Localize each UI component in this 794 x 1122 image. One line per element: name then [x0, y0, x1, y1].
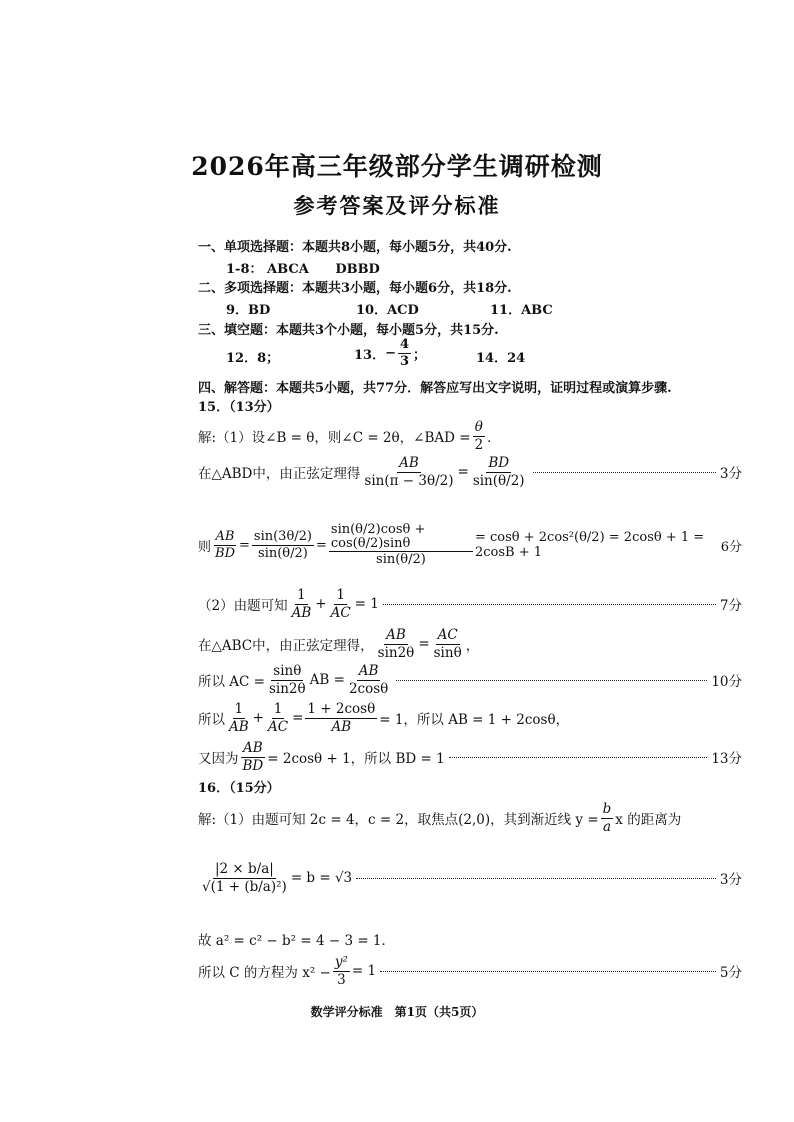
p16-line2: [198, 848, 742, 908]
p15-line2-text: 在△ABD中，由正弦定理得: [198, 466, 361, 482]
p16-line4-frac: [333, 955, 350, 986]
p15-line4-score: 7分: [719, 598, 742, 614]
p15-line3: 则 $\frac{AB}{BD}$ = $\frac{\sin(3\theta/2)}{\sin(\theta/2)}$ = $\frac{\sin(\theta/2)\cos\theta + \cos(\theta/2)\sin\theta}{\sin(\theta/2)}$ = cosθ + 2cos²(θ/2) = 2cosθ + 1 = 2cosB + 1 6分: [198, 522, 742, 568]
answer-13-label: 13．: [354, 347, 386, 363]
p15-line1-end: ．: [487, 430, 501, 446]
p15-line7-frac1-num: 1: [234, 701, 244, 718]
p15-line6-frac2: [347, 664, 390, 695]
section3-heading: 三、填空题：本题共3个小题，每小题5分，共15分.: [198, 323, 499, 338]
p15-line7-frac3: [305, 702, 377, 733]
p16-line2-tail: = b = √3: [290, 870, 353, 886]
p15-line7: 所以 $\frac{1}{AB}$ + $\frac{1}{AC}$ = $\frac{1 + 2\cos\theta}{AB}$ = 1，所以 AB = 1 + 2cosθ，: [198, 701, 570, 735]
p16-line1-frac: [601, 802, 614, 833]
p15-line3-frac3-den: sin(θ/2): [376, 552, 426, 568]
p15-line2: 在△ABD中，由正弦定理得 $\frac{AB}{\sin(\pi - 3\theta/2)}$ = $\frac{BD}{\sin(\theta/2)}$ 3分: [198, 455, 742, 489]
p15-line3-frac1-num: AB: [215, 528, 235, 544]
p15-line2-frac1-den: sin(π − 3θ/2): [364, 472, 454, 489]
p15-line3-tail: = cosθ + 2cos²(θ/2) = 2cosθ + 1 = 2cosB + 1: [474, 530, 705, 560]
leader-dots: [356, 878, 716, 879]
p15-line4-frac1-num: 1: [297, 587, 306, 604]
p16-line4: [198, 951, 742, 991]
p16-line1-num: b: [602, 801, 612, 818]
p15-line7-frac2-num: 1: [273, 701, 283, 718]
p16-line2-frac: [200, 862, 289, 893]
p16-line4-tail: = 1: [351, 963, 377, 979]
p15-line6-mid: AB =: [309, 672, 345, 688]
p15-line2-score: 3分: [719, 466, 742, 482]
p16-line1: [198, 798, 742, 838]
page-title: 2026年高三年级部分学生调研检测: [191, 152, 603, 181]
p15-line4-frac1: [290, 588, 314, 619]
p15-line6: [198, 660, 742, 700]
p16-line2-score: 3分: [719, 872, 742, 888]
p15-line2-frac2-den: sin(θ/2): [472, 472, 525, 489]
p15-line7-tail: = 1，所以 AB = 1 + 2cosθ，: [379, 712, 570, 728]
p15-line5-frac1-num: AB: [386, 627, 406, 644]
p15-line4-frac2: [329, 588, 353, 619]
p15-line6-frac1-num: sinθ: [273, 663, 302, 680]
p16-line4-den: 3: [337, 971, 346, 988]
p16-line2-den: √(1 + (b/a)²): [202, 878, 287, 895]
p15-line6-frac2-num: AB: [358, 663, 379, 680]
p15-line2-frac1: [362, 456, 455, 487]
p15-line3-frac2-num: sin(3θ/2): [253, 528, 312, 544]
answer-13-fraction: [398, 338, 411, 368]
p15-line5-frac2-num: AC: [437, 627, 458, 644]
p15-line2-frac2-num: BD: [488, 455, 510, 472]
answer-13-sign: −: [385, 345, 396, 361]
p15-line3-frac2-den: sin(θ/2): [258, 545, 308, 561]
p15-line2-frac2: [471, 456, 527, 487]
p15-line6-frac1-den: sin2θ: [268, 680, 306, 697]
p15-line4: （2）由题可知 $\frac{1}{AB}$ + $\frac{1}{AC}$ = 1 7分: [198, 587, 742, 621]
section1-heading: 一、单项选择题：本题共8小题，每小题5分，共40分.: [198, 240, 512, 255]
page-subtitle: 参考答案及评分标准: [293, 193, 501, 218]
problem15-header: 15．（13分）: [198, 400, 280, 415]
p15-line8: [198, 738, 742, 776]
answer-10: 10．ACD: [356, 303, 419, 318]
answer-12: 12．8；: [226, 351, 280, 366]
p15-line5-frac1-den: sin2θ: [377, 644, 415, 661]
p15-line8-tail: = 2cosθ + 1，所以 BD = 1: [267, 751, 445, 767]
p16-line1-text: 解:（1）由题可知 2c = 4，c = 2，取焦点(2,0)，其到渐近线 y =: [198, 812, 599, 828]
p15-line5-text: 在△ABC中，由正弦定理得，: [198, 638, 374, 654]
p15-line3-frac1-den: BD: [215, 545, 235, 561]
section2-heading: 二、多项选择题：本题共3小题，每小题6分，共18分.: [198, 281, 512, 296]
leader-dots: [383, 604, 716, 605]
p15-line6-frac1: [267, 664, 308, 695]
answer-14: 14．24: [476, 351, 526, 366]
leader-dots: [449, 757, 708, 758]
answer-13-end: ；: [413, 347, 427, 363]
p15-line1: [198, 418, 742, 454]
p16-line3: 故 a² = c² − b² = 4 − 3 = 1．: [198, 933, 396, 949]
p15-line1-fraction: [473, 420, 486, 451]
p15-line3-frac2: [252, 530, 314, 560]
p16-line4-num: y²: [334, 954, 348, 971]
p16-line1-end: x 的距离为: [615, 812, 682, 828]
section1-answers: [226, 258, 380, 277]
section1-answers-label: 1-8：: [226, 262, 263, 277]
p15-line7-frac3-den: AB: [331, 718, 352, 735]
leader-dots: [380, 971, 716, 972]
p15-line1-den: 2: [474, 436, 484, 453]
p16-line2-num: |2 × b/a|: [214, 861, 274, 878]
p15-line8-text: 又因为: [198, 751, 239, 767]
p15-line7-frac3-num: 1 + 2cosθ: [307, 701, 376, 718]
p15-line3-frac3: [329, 523, 473, 567]
p15-line4-frac1-den: AB: [291, 604, 312, 621]
p15-line7-frac2-den: AC: [267, 718, 289, 735]
p15-line3-score: 6分: [720, 539, 742, 555]
p16-line4-text: 所以 C 的方程为 x² −: [198, 965, 331, 981]
p15-line5-frac2-den: sinθ: [433, 644, 462, 661]
answer-13: [354, 338, 426, 368]
answer-11: 11．ABC: [490, 303, 553, 318]
p15-line1-num: θ: [474, 419, 483, 436]
section1-answers-b: DBBD: [335, 262, 380, 277]
answer-13-num: 4: [400, 337, 410, 352]
p15-line4-tail: = 1: [354, 596, 379, 612]
p15-line8-score: 13分: [711, 751, 742, 767]
p15-line4-text: （2）由题可知: [198, 598, 288, 614]
page-footer: 数学评分标准 第1页（共5页）: [310, 1005, 484, 1019]
p15-line8-frac: [241, 741, 266, 772]
p15-line3-prefix: 则: [198, 539, 212, 555]
answer-13-den: 3: [400, 353, 410, 369]
p15-line3-frac3-num: sin(θ/2)cosθ + cos(θ/2)sinθ: [329, 523, 473, 552]
answer-9: 9．BD: [226, 303, 271, 318]
p16-line1-den: a: [602, 818, 611, 835]
p15-line5: 在△ABC中，由正弦定理得， $\frac{AB}{\sin 2\theta}$ = $\frac{AC}{\sin\theta}$ ，: [198, 627, 480, 661]
p15-line4-frac2-num: 1: [336, 587, 345, 604]
p15-line7-frac2: [266, 702, 290, 733]
p15-line6-text: 所以 AC =: [198, 674, 265, 690]
p15-line7-frac1: [227, 702, 251, 733]
p15-line5-frac2: [432, 628, 464, 659]
section1-answers-a: ABCA: [267, 262, 309, 277]
p15-line7-text: 所以: [198, 712, 225, 728]
p15-line8-frac-num: AB: [243, 740, 263, 757]
leader-dots: [396, 680, 707, 681]
p15-line5-frac1: [376, 628, 417, 659]
p15-line6-frac2-den: 2cosθ: [348, 680, 389, 697]
p15-line7-frac1-den: AB: [229, 718, 249, 735]
problem16-header: 16．（15分）: [198, 781, 280, 796]
p16-line4-score: 5分: [719, 965, 742, 981]
p15-line2-frac1-num: AB: [399, 455, 419, 472]
p15-line4-frac2-den: AC: [330, 604, 351, 621]
section4-heading: 四、解答题：本题共5小题，共77分．解答应写出文字说明，证明过程或演算步骤.: [198, 381, 672, 396]
p15-line8-frac-den: BD: [242, 757, 264, 774]
leader-dots: [533, 472, 716, 473]
p15-line5-end: ，: [465, 638, 480, 654]
p15-line6-score: 10分: [711, 674, 742, 690]
p15-line1-text: 解:（1）设∠B = θ，则∠C = 2θ，∠BAD =: [198, 430, 471, 446]
p15-line3-frac1: [213, 530, 237, 560]
